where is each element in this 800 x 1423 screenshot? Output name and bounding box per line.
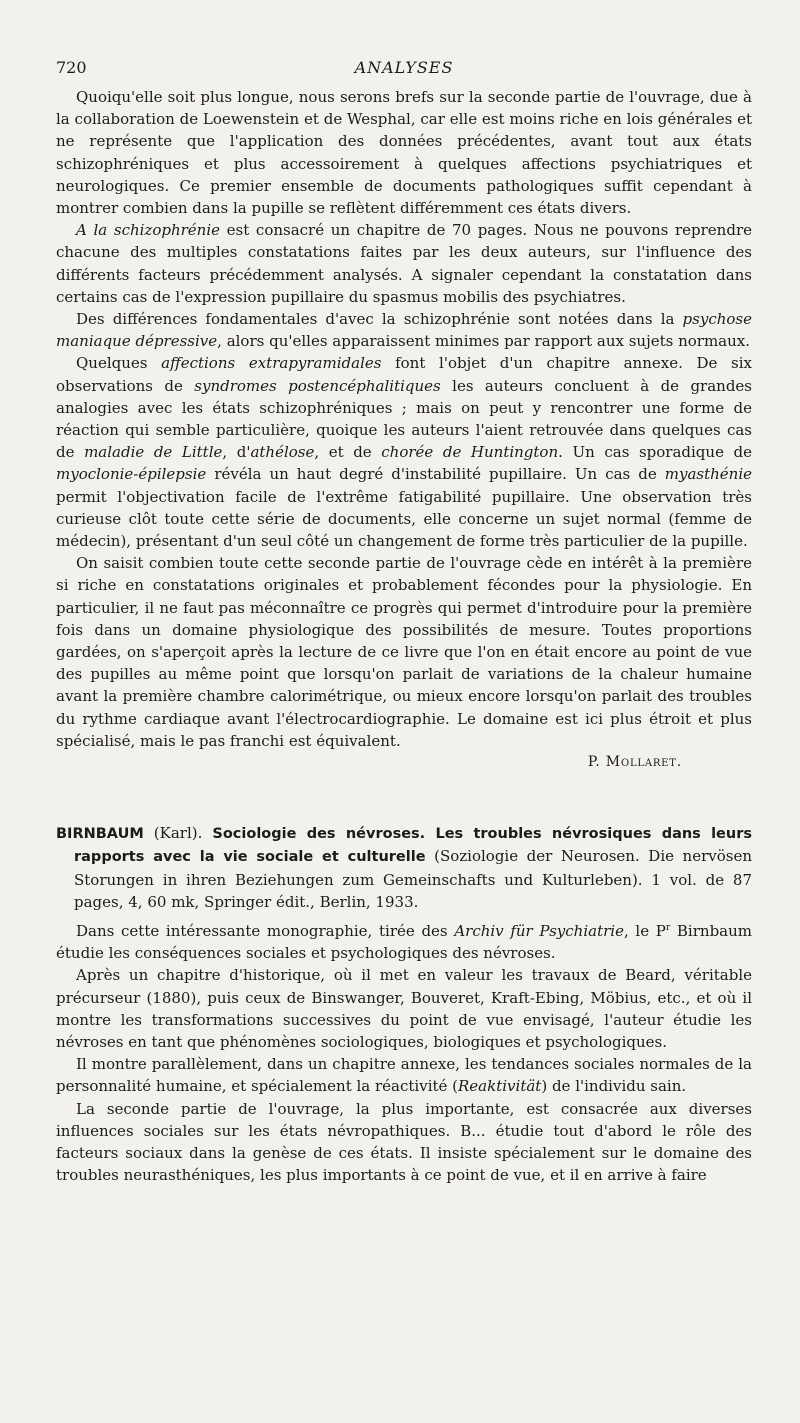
paragraph: Dans cette intéressante monographie, tirée des Archiv für Psychiatrie, le $P^r$ Birnbaum étudie les conséquences sociales et psychologiques des névroses. [56, 921, 752, 963]
italic-term: myoclonie-épilepsie [56, 465, 207, 484]
paragraph: La seconde partie de l'ouvrage, la plus importante, est consacrée aux diverses influences sociales sur les états névropathiques. B... étudie tout d'abord le rôle des facteurs sociaux dans la genèse de ces états. Il insiste spécialement sur le domaine des troubles neurasthéniques, les plus importants à ce point de vue, et il en arrive à faire [56, 1099, 752, 1185]
paragraph: Quelques affections extrapyramidales font l'objet d'un chapitre annexe. De six observations de syndromes postencéphalitiques les auteurs concluent à de grandes analogies avec les états schizophréniques ; mais on peut y rencontrer une forme de réaction qui semble particulière, quoique les auteurs l'aient retrouvée dans quelques cas de maladie de Little, d'athélose, et de chorée de Huntington. Un cas sporadique de myoclonie-épilepsie révéla un haut degré d'instabilité pupillaire. Un cas de myasthénie permit l'objectivation facile de l'extrême fatigabilité pupillaire. Une observation très curieuse clôt toute cette série de documents, elle concerne un sujet normal (femme de médecin), présentant d'un seul côté un changement de forme très particulier de la pupille. [56, 354, 753, 551]
italic-term: Reaktivität [458, 1077, 542, 1096]
paragraph: Des différences fondamentales d'avec la schizophrénie sont notées dans la psychose maniaque dépressive, alors qu'elles apparaissent minimes par rapport aux sujets normaux. [56, 310, 752, 351]
italic-term: syndromes postencéphalitiques [194, 376, 441, 395]
review-heading: BIRNBAUM (Karl). Sociologie des névroses. Les troubles névrosiques dans leurs rapports avec la vie sociale et culturelle (Soziologie der Neurosen. Die nervösen Storungen in ihren Beziehungen zum Gemeinschafts und Kulturleben). 1 vol. de 87 pages, 4, 60 mk, Springer édit., Berlin, 1933. [56, 824, 753, 911]
italic-term: chorée de Huntington [381, 443, 559, 462]
book-title: Sociologie des névroses. Les troubles névrosiques dans leurs rapports avec la vie sociale et culturelle [74, 826, 752, 866]
signature: P. Mollaret. [587, 754, 682, 771]
citation: (Soziologie der Neurosen. Die nervösen Storungen in ihren Beziehungen zum Gemeinschafts und Kulturleben). 1 vol. de 87 pages, 4, 60 mk, Springer édit., Berlin, 1933. [74, 847, 753, 911]
author-name: BIRNBAUM [56, 826, 144, 843]
italic-term: A la schizophrénie [76, 221, 221, 240]
page-number: 720 [56, 58, 87, 77]
paragraph: On saisit combien toute cette seconde partie de l'ouvrage cède en intérêt à la première si riche en constatations originales et probablement fécondes pour la physiologie. En particulier, il ne faut pas méconnaître ce progrès qui permet d'introduire pour la première fois dans un domaine physiologique des possibilités de mesure. Toutes proportions gardées, on s'aperçoit après la lecture de ce livre que l'on en était encore au point de vue des pupilles au même point que lorsqu'on parlait de variations de la chaleur humaine avant la première chambre calorimétrique, ou mieux encore lorsqu'on parlait des troubles du rythme cardiaque avant l'électrocardiographie. Le domaine est ici plus étroit et plus spécialisé, mais le pas franchi est équivalent. [56, 554, 752, 750]
journal-title: Archiv für Psychiatrie [454, 921, 624, 940]
italic-term: psychose maniaque dépressive [56, 310, 752, 351]
running-title: ANALYSES [354, 58, 454, 77]
italic-term: maladie de Little [84, 443, 223, 462]
italic-term: athélose [250, 443, 315, 462]
running-header [56, 58, 752, 86]
paragraph: Quoiqu'elle soit plus longue, nous serons brefs sur la seconde partie de l'ouvrage, due à la collaboration de Loewenstein et de Wesphal, car elle est moins riche en lois générales et ne représente que l'application des données précédentes, avant tout aux états schizophréniques et plus accessoirement à quelques affections psychiatriques et neurologiques. Ce premier ensemble de documents pathologiques suffit cependant à montrer combien dans la pupille se reflètent différemment ces états divers. [56, 88, 752, 218]
page [56, 58, 752, 1186]
paragraph: Après un chapitre d'historique, où il met en valeur les travaux de Beard, véritable précurseur (1880), puis ceux de Binswanger, Bouveret, Kraft-Ebing, Möbius, etc., et où il montre les transformations successives du point de vue envisagé, l'auteur étudie les névroses en tant que phénomènes sociologiques, biologiques et psychologiques. [56, 966, 752, 1051]
italic-term: affections extrapyramidales [161, 354, 382, 373]
paragraph: Il montre parallèlement, dans un chapitre annexe, les tendances sociales normales de la personnalité humaine, et spécialement la réactivité (Reaktivität) de l'individu sain. [56, 1055, 752, 1096]
paragraph: A la schizophrénie est consacré un chapitre de 70 pages. Nous ne pouvons reprendre chacune des multiples constatations faites par les deux auteurs, sur l'influence des différents facteurs précédemment analysés. A signaler cependant la constatation dans certains cas de l'expression pupillaire du spasmus mobilis des psychiatres. [56, 221, 752, 306]
italic-term: myasthénie [664, 465, 752, 484]
